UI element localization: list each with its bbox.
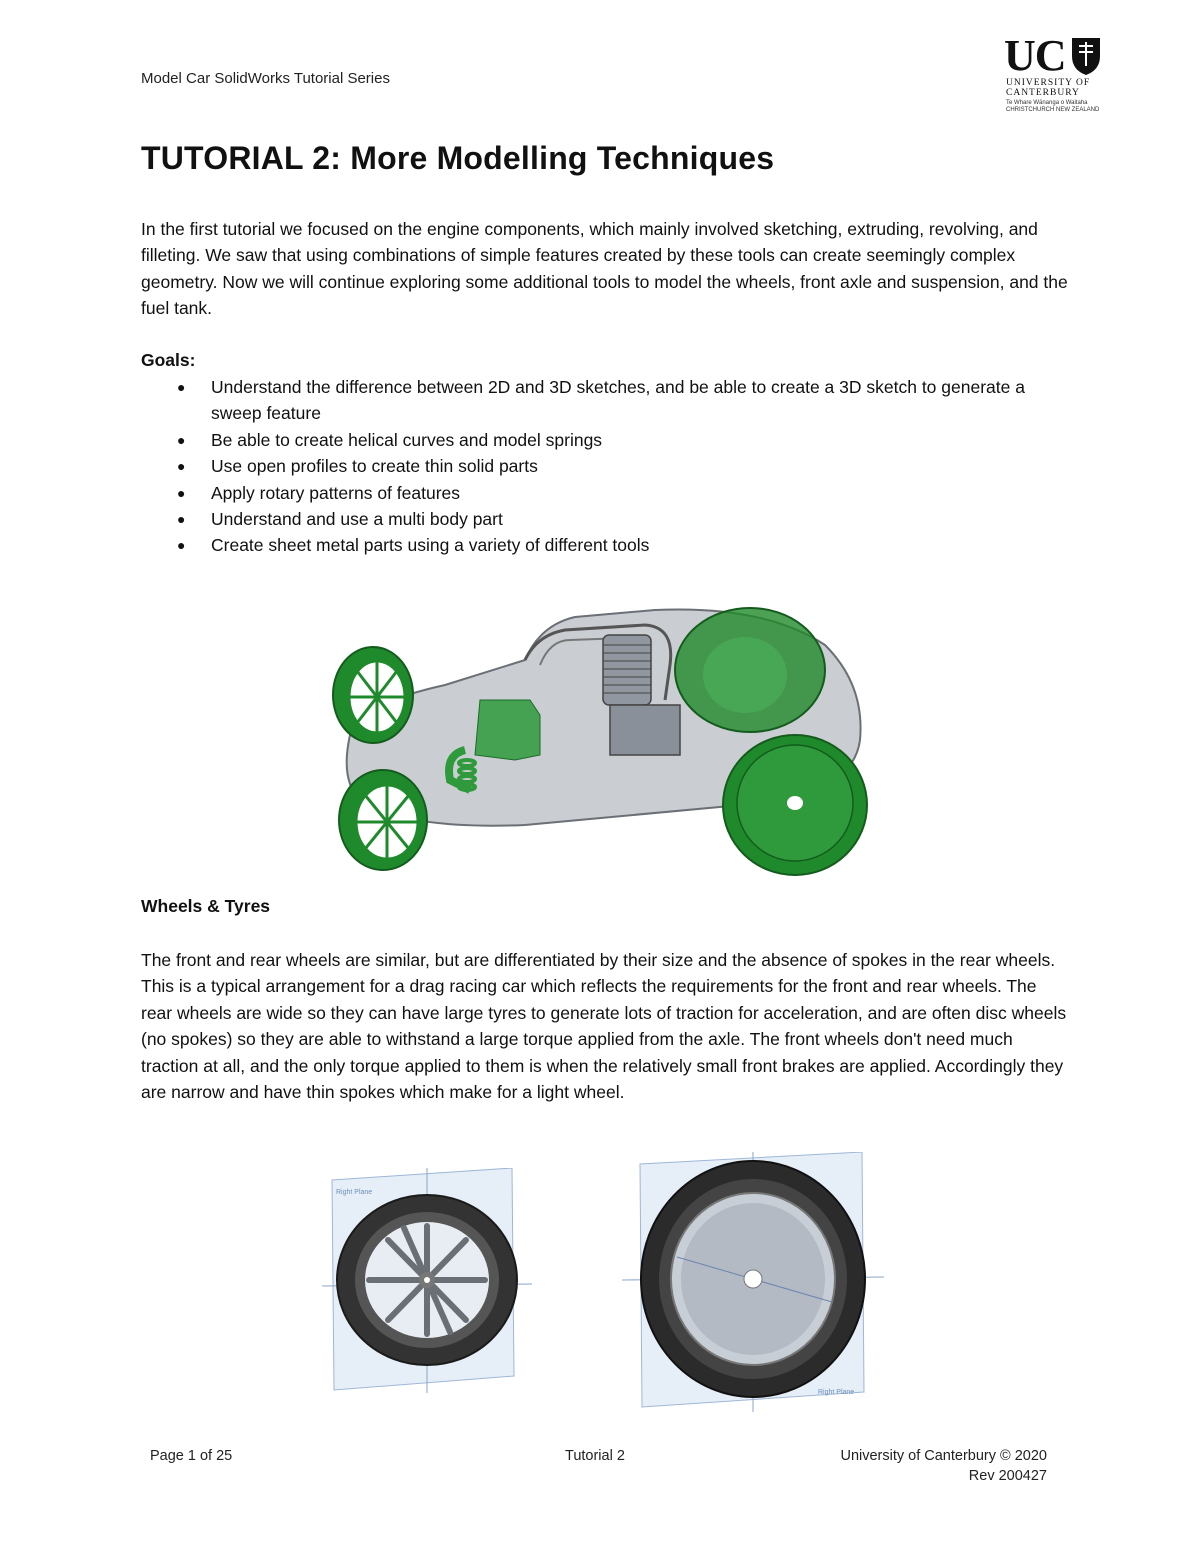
logo-letters: UC: [1004, 31, 1066, 80]
bullet-icon: ●: [177, 431, 186, 448]
goals-label: Goals:: [141, 350, 196, 370]
goal-item: ● Create sheet metal parts using a variety of different tools: [141, 532, 1061, 558]
footer-tutorial: Tutorial 2: [565, 1448, 625, 1464]
goal-item: ● Apply rotary patterns of features: [141, 480, 1061, 506]
bullet-icon: ●: [177, 511, 186, 528]
goal-item: ● Be able to create helical curves and model springs: [141, 427, 1061, 453]
header-series-title: Model Car SolidWorks Tutorial Series: [141, 70, 390, 87]
bullet-icon: ●: [177, 537, 186, 554]
goals-list: [141, 374, 1061, 559]
logo-line-university: UNIVERSITY OF: [1006, 78, 1091, 88]
car-assembly-illustration: [325, 605, 870, 880]
logo-line-maori: Te Whare Wānanga o Waitaha: [1006, 100, 1088, 106]
logo-line-location: CHRISTCHURCH NEW ZEALAND: [1006, 107, 1100, 113]
footer-revision: Rev 200427: [968, 1468, 1047, 1484]
rear-wheel-illustration: [622, 1152, 884, 1412]
bullet-icon: ●: [177, 484, 186, 501]
goal-item: ● Understand and use a multi body part: [141, 506, 1061, 532]
front-wheel-illustration: [322, 1168, 532, 1393]
goal-item: ● Understand the difference between 2D and 3D sketches, and be able to create a 3D sketch to generate a sweep feature: [141, 374, 1061, 427]
bullet-icon: ●: [177, 458, 186, 475]
page-title: TUTORIAL 2: More Modelling Techniques: [141, 140, 775, 176]
bullet-icon: ●: [177, 379, 186, 395]
goal-item: ● Use open profiles to create thin solid parts: [141, 453, 1061, 479]
footer-page-number: Page 1 of 25: [150, 1448, 233, 1464]
university-logo: [1004, 31, 1100, 114]
section-title-wheels: Wheels & Tyres: [141, 896, 271, 916]
logo-line-canterbury: CANTERBURY: [1006, 88, 1080, 98]
plane-label: Right Plane: [336, 1189, 373, 1196]
plane-label: Right Plane: [818, 1389, 855, 1396]
intro-paragraph: In the first tutorial we focused on the engine components, which mainly involved sketching, extruding, revolving, and filleting. We saw that using combinations of simple features created by these tools can create seemingly complex geometry. Now we will continue exploring some additional tools to model the wheels, front axle and suspension, and the fuel tank.: [141, 219, 1068, 319]
footer-copyright: University of Canterbury © 2020: [840, 1448, 1047, 1464]
wheels-paragraph: The front and rear wheels are similar, but are differentiated by their size and the absence of spokes in the rear wheels. This is a typical arrangement for a drag racing car which reflects the requirements for the front and rear wheels. The rear wheels are wide so they can have large tyres to generate lots of traction for acceleration, and are often disc wheels (no spokes) so they are able to withstand a large torque applied from the axle. The front wheels don't need much traction at all, and the only torque applied to them is when the relatively small front brakes are applied. Accordingly they are narrow and have thin spokes which make for a light wheel.: [141, 950, 1067, 1103]
crest-icon: [1070, 36, 1102, 76]
